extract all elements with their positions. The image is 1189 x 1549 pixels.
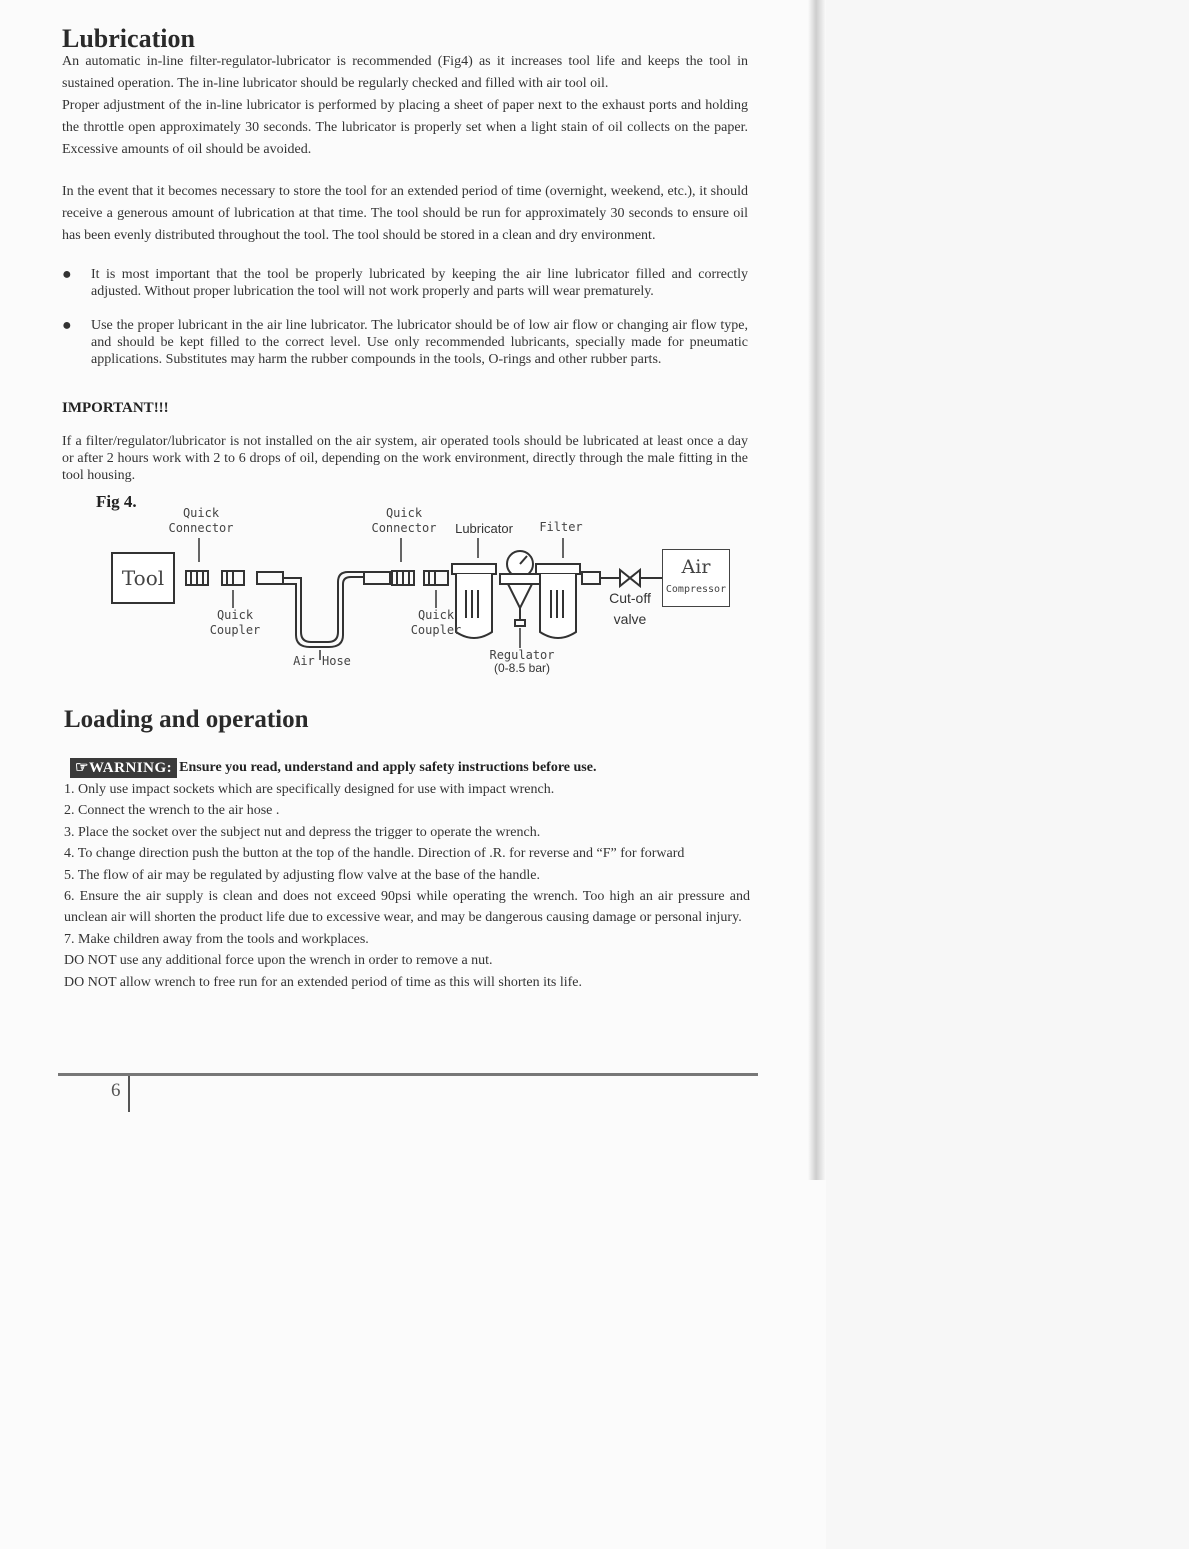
filter-label: Filter (539, 520, 583, 534)
warning-badge: ☞WARNING: (70, 758, 177, 778)
hose-end-1-icon (257, 572, 283, 584)
list-item: 1. Only use impact sockets which are specifically designed for use with impact wrench. (64, 782, 555, 797)
tool-label: Tool (121, 566, 165, 590)
regulator-label: Regulator (489, 648, 555, 662)
hose-end-2-icon (364, 572, 390, 584)
air-hose-label: Air Hose (293, 654, 351, 668)
regulator-body (508, 584, 532, 608)
bullet-dot: ● (62, 266, 72, 283)
fig4-air-system-diagram (96, 492, 756, 692)
important-text: If a filter/regulator/lubricator is not installed on the air system, air operated tools should be lubricated at least once a day or after 2 hours work with 2 to 6 drops of oil, depending on the work environment, directly through the male fitting in the tool housing. (62, 434, 748, 483)
lubrication-paragraph-3: In the event that it becomes necessary to store the tool for an extended period of time (overnight, weekend, etc.), it should receive a generous amount of lubrication at that time. The tool should be run for approximately 30 seconds to ensure oil has been evenly distributed throughout the tool. The tool should be stored in a clean and dry environment. (62, 184, 748, 243)
air-compressor-box (662, 549, 730, 607)
lubrication-paragraph-1: An automatic in-line filter-regulator-lubricator is recommended (Fig4) as it increases tool life and keeps the tool in sustained operation. The in-line lubricator should be regularly checked and filled with air tool oil. (62, 54, 748, 91)
lubrication-paragraph-2: Proper adjustment of the in-line lubricator is performed by placing a sheet of paper next to the exhaust ports and holding the throttle open approximately 30 seconds. The lubricator is properly set when a light stain of oil collects on the paper. Excessive amounts of oil should be avoided. (62, 98, 748, 157)
adjacent-page-margin (826, 0, 1189, 1549)
lubrication-heading: Lubrication (62, 24, 195, 53)
list-item: 5. The flow of air may be regulated by adjusting flow valve at the base of the handle. (64, 867, 540, 883)
list-item: 7. Make children away from the tools and workplaces. (64, 931, 369, 947)
list-item: DO NOT allow wrench to free run for an extended period of time as this will shorten its life. (64, 974, 582, 990)
page-number: 6 (111, 1080, 121, 1101)
quick-connector-1-label: Quick Connector (168, 506, 234, 535)
footer-rule (58, 1073, 758, 1076)
quick-connector-2-label: Quick Connector (371, 506, 437, 535)
warning-text: Ensure you read, understand and apply safety instructions before use. (179, 760, 597, 775)
cut-off-valve-label: Cut-off valve (609, 590, 651, 627)
warning-row (70, 758, 596, 778)
compressor-label: Compressor (665, 584, 727, 595)
lubrication-bullet-2: ● Use the proper lubricant in the air line lubricator. The lubricator should be of low air flow or changing air flow type, and should be kept filled to the correct level. Use only recommended lubricants, specially made for pneumatic applications. Substitutes may harm the rubber compounds in the tools, O-rings and other rubber parts. (62, 317, 748, 367)
lubrication-bullet-1: ● It is most important that the tool be properly lubricated by keeping the air line lubricator filled and correctly adjusted. Without proper lubrication the tool will not work properly and parts will wear prematurely. (62, 266, 748, 299)
operation-instructions-list (64, 779, 750, 993)
cut-off-valve-icon (620, 570, 640, 586)
figure-label: Fig 4. (96, 492, 137, 511)
lubricator-label: Lubricator (455, 521, 513, 536)
page-number-divider (128, 1076, 130, 1112)
regulator-range-label: (0-8.5 bar) (493, 661, 551, 675)
important-heading: IMPORTANT!!! (62, 400, 169, 416)
list-item: 6. Ensure the air supply is clean and does not exceed 90psi while operating the wrench. Too high an air pressure and unclean air will shorten the product life due to excessive wear, and may be dangerous causing damage or personal injury. (64, 889, 750, 926)
list-item: 3. Place the socket over the subject nut and depress the trigger to operate the wrench. (64, 824, 541, 840)
quick-coupler-1-label: Quick Coupler (209, 608, 261, 637)
air-label: Air (681, 556, 711, 578)
page-fold-shadow (808, 0, 826, 1180)
bullet-dot: ● (62, 317, 72, 334)
list-item: 2. Connect the wrench to the air hose . (64, 803, 280, 819)
list-item: 4. To change direction push the button at the top of the handle. Direction of .R. for reverse and “F” for forward (64, 846, 685, 862)
list-item: DO NOT use any additional force upon the wrench in order to remove a nut. (64, 953, 493, 969)
loading-heading: Loading and operation (64, 706, 309, 733)
quick-coupler-2-label: Quick Coupler (410, 608, 462, 637)
